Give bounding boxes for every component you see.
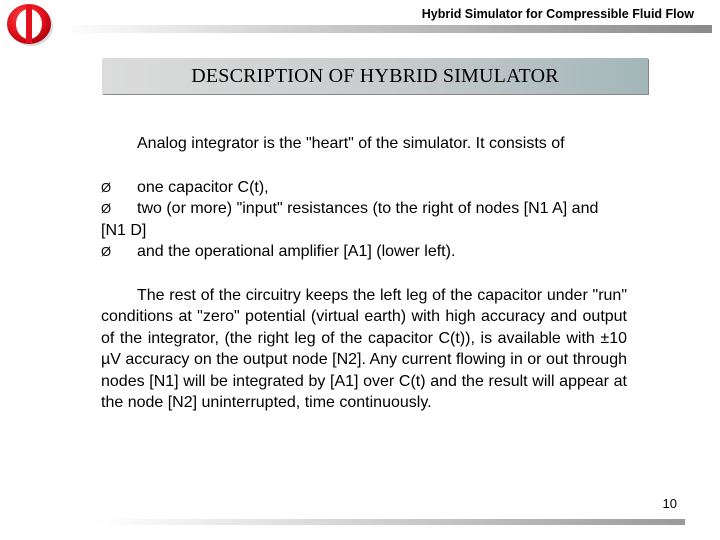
arrow-bullet-icon: Ø [101, 201, 112, 216]
footer-divider [95, 519, 685, 525]
list-item-text: two (or more) "input" resistances (to the right of nodes [N1 A] and [N1 D] [101, 200, 599, 239]
page-number: 10 [662, 496, 677, 511]
body-paragraph: The rest of the circuitry keeps the left leg of the capacitor under "run" conditions at "zero" potential (virtual earth) with high accuracy and output of the integrator, (the right leg of the capacitor C(t)), is available with ±10 µV accuracy on the output node [N2]. Any current flowing in or out through nodes [N1] will be integrated by [A1] over C(t) and the result will appear at the node [N2] uninterrupted, time continuously. [101, 286, 627, 411]
arrow-bullet-icon: Ø [101, 244, 112, 259]
intro-paragraph: Analog integrator is the "heart" of the simulator. It consists of [137, 135, 565, 152]
slide-title: DESCRIPTION OF HYBRID SIMULATOR [191, 64, 559, 87]
slide-title-banner [102, 58, 648, 94]
university-logo-icon [6, 3, 54, 47]
list-item [101, 241, 627, 263]
list-item [101, 198, 627, 241]
list-item-text: one capacitor C(t), [137, 178, 269, 196]
bullet-list [101, 177, 627, 263]
header-divider [62, 25, 712, 33]
arrow-bullet-icon: Ø [101, 179, 112, 195]
header-title: Hybrid Simulator for Compressible Fluid Flow [421, 7, 694, 21]
list-item-text: and the operational amplifier [A1] (lower left). [137, 243, 456, 260]
list-item [101, 177, 627, 199]
slide-body [101, 133, 627, 414]
